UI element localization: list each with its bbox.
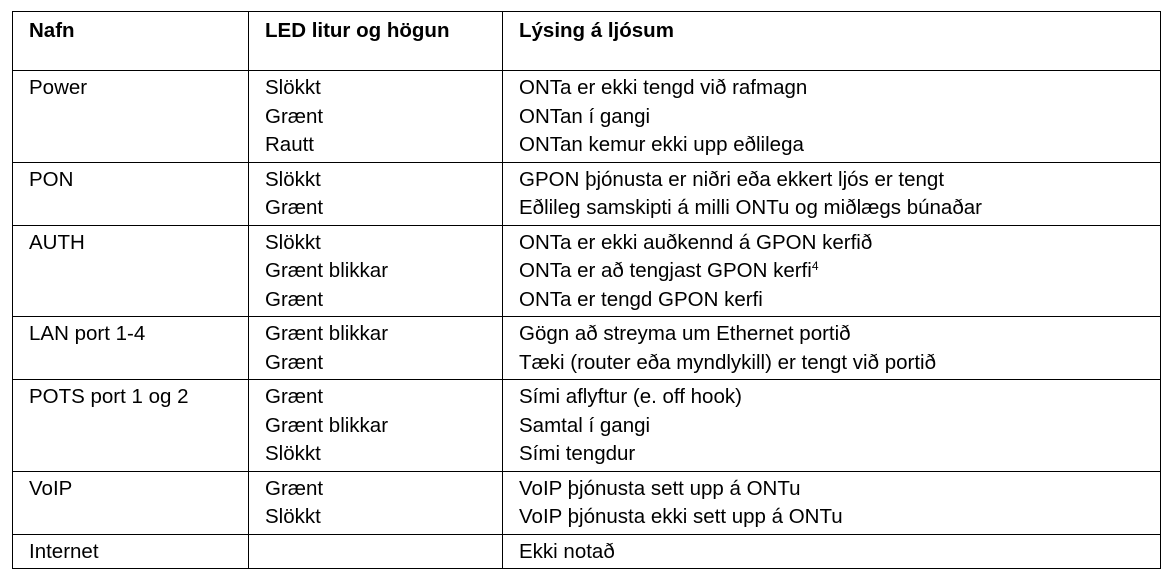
row-name — [13, 380, 249, 472]
table-row — [13, 380, 1161, 472]
cell-text: POTS port 1 og 2 — [29, 385, 189, 408]
cell-text: LAN port 1-4 — [29, 322, 146, 345]
cell-text: GPON þjónusta er niðri eða ekkert ljós er tengt — [519, 167, 945, 191]
table-row — [13, 471, 1161, 534]
cell-text: Sími tengdur — [519, 442, 636, 465]
cell-text: Ekki notað — [519, 539, 615, 563]
cell-text: Grænt — [265, 476, 324, 500]
row-descriptions — [503, 534, 1161, 569]
cell-text: Grænt blikkar — [265, 259, 389, 282]
cell-text: Gögn að streyma um Ethernet portið — [519, 322, 851, 345]
cell-text: Slökkt — [265, 505, 321, 528]
row-colors — [249, 471, 503, 534]
row-name — [13, 471, 249, 534]
table-header-row — [13, 12, 1161, 71]
table-row — [13, 162, 1161, 225]
row-descriptions — [503, 162, 1161, 225]
cell-text: ONTa er tengd GPON kerfi — [519, 287, 763, 311]
row-colors — [249, 162, 503, 225]
cell-text: Grænt — [265, 385, 324, 408]
header-name: Nafn — [13, 12, 249, 71]
row-colors — [249, 380, 503, 472]
row-descriptions — [503, 380, 1161, 472]
row-colors — [249, 534, 503, 569]
row-descriptions — [503, 71, 1161, 163]
cell-text: ONTan kemur ekki upp eðlilega — [519, 133, 804, 156]
row-descriptions — [503, 317, 1161, 380]
table-row — [13, 71, 1161, 163]
cell-text: Grænt — [265, 196, 324, 219]
led-status-table — [12, 11, 1161, 569]
cell-text: Grænt blikkar — [265, 322, 389, 345]
cell-text-with-footnote — [519, 257, 1160, 286]
cell-text: Tæki (router eða myndlykill) er tengt við portið — [519, 350, 936, 374]
cell-text: Grænt — [265, 350, 324, 374]
cell-text: ONTa er ekki auðkennd á GPON kerfið — [519, 230, 873, 254]
cell-text: Eðlileg samskipti á milli ONTu og miðlægs búnaðar — [519, 196, 982, 219]
header-led-color: LED litur og högun — [249, 12, 503, 71]
cell-text: Grænt blikkar — [265, 413, 389, 437]
cell-text: Internet — [29, 539, 99, 563]
row-name — [13, 317, 249, 380]
cell-text: ONTa er ekki tengd við rafmagn — [519, 76, 808, 99]
cell-text: Slökkt — [265, 442, 321, 465]
table-row — [13, 225, 1161, 317]
cell-text: Sími aflyftur (e. off hook) — [519, 385, 742, 408]
table-row — [13, 534, 1161, 569]
table-row — [13, 317, 1161, 380]
row-colors — [249, 225, 503, 317]
row-descriptions — [503, 471, 1161, 534]
row-name — [13, 71, 249, 163]
row-name — [13, 162, 249, 225]
cell-text: Rautt — [265, 133, 314, 156]
row-name — [13, 534, 249, 569]
cell-text: Samtal í gangi — [519, 413, 651, 437]
cell-text: VoIP — [29, 476, 73, 500]
cell-text: Power — [29, 76, 88, 99]
cell-text: Slökkt — [265, 76, 321, 99]
cell-text: VoIP þjónusta ekki sett upp á ONTu — [519, 505, 843, 528]
footnote-marker: 4 — [811, 259, 819, 273]
cell-text: ONTan í gangi — [519, 104, 651, 128]
cell-text: Slökkt — [265, 230, 321, 254]
row-colors — [249, 317, 503, 380]
row-descriptions — [503, 225, 1161, 317]
cell-text: AUTH — [29, 230, 85, 254]
cell-text: ONTa er að tengjast GPON kerfi — [519, 259, 812, 282]
header-description: Lýsing á ljósum — [503, 12, 1161, 71]
cell-text: Grænt — [265, 104, 324, 128]
cell-text: PON — [29, 167, 74, 191]
cell-text: VoIP þjónusta sett upp á ONTu — [519, 476, 801, 500]
cell-text: Grænt — [265, 287, 324, 311]
row-colors — [249, 71, 503, 163]
cell-text: Slökkt — [265, 167, 321, 191]
row-name — [13, 225, 249, 317]
